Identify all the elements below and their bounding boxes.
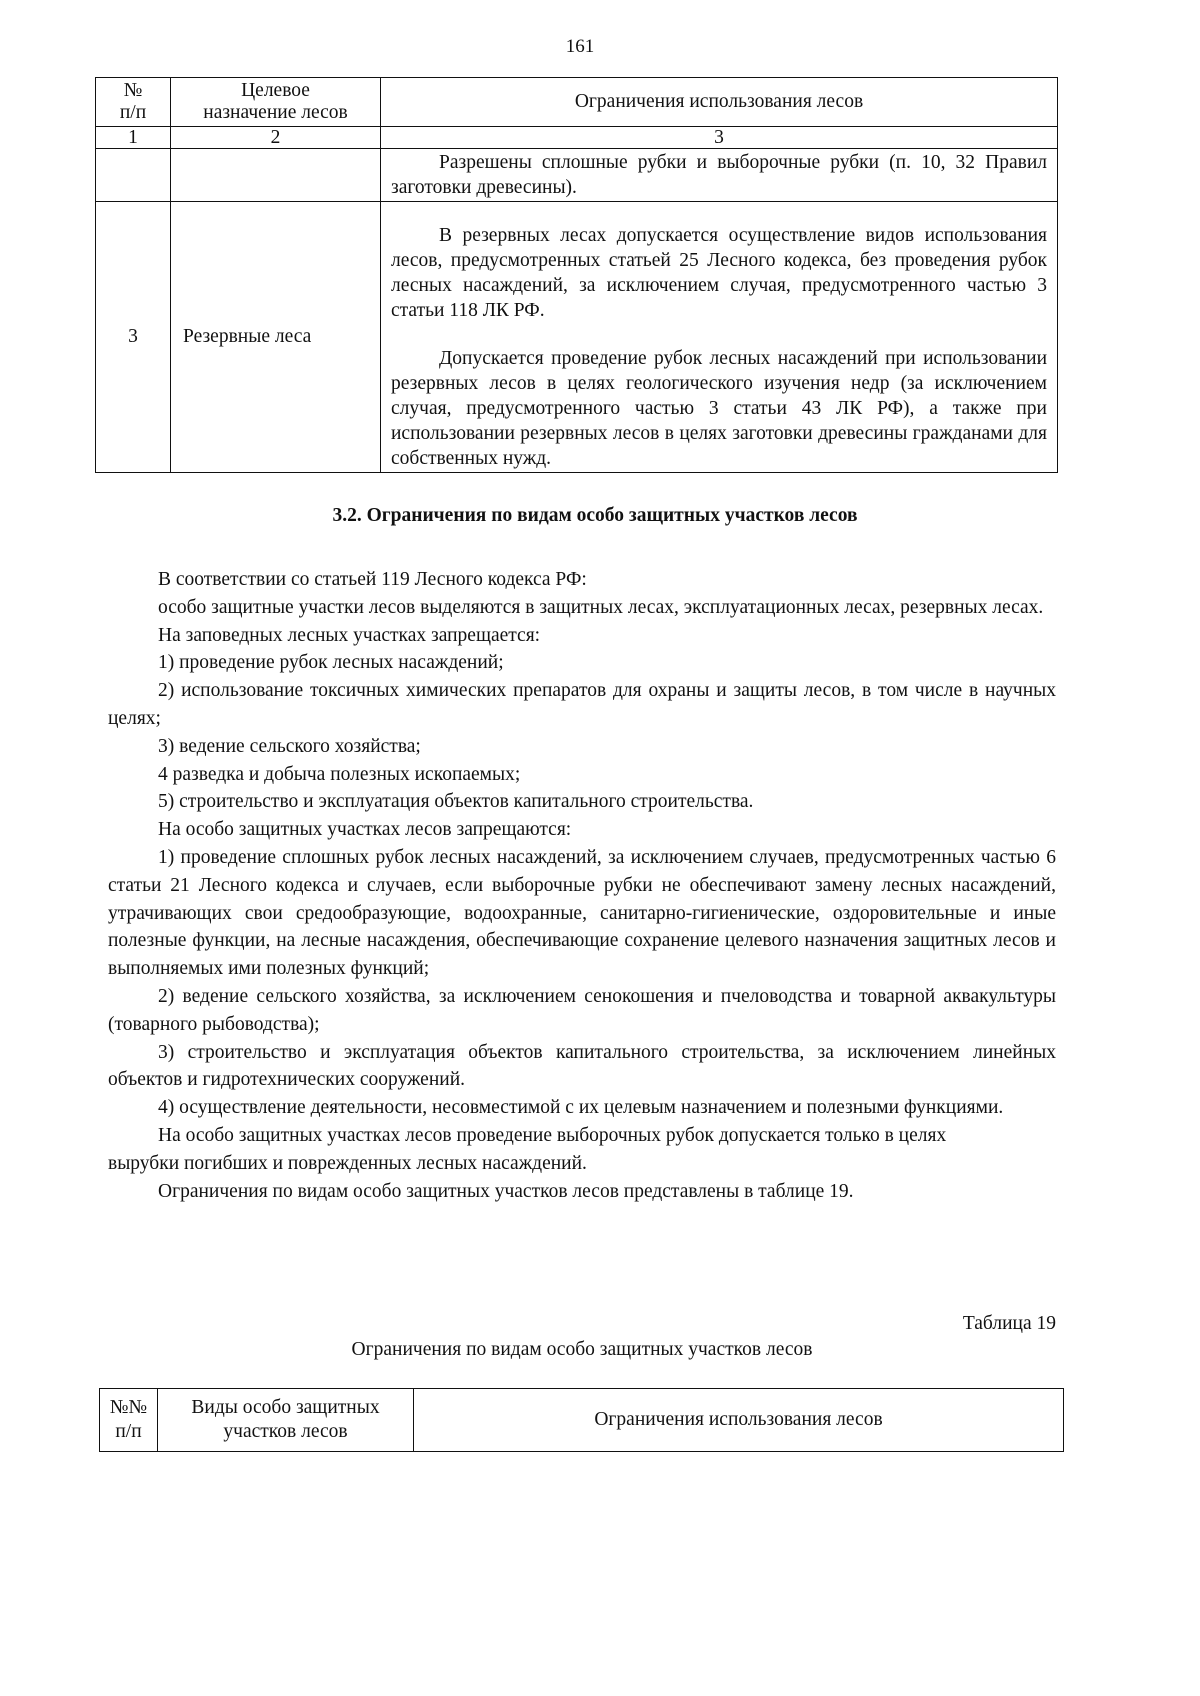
body-text: [108, 566, 1056, 1205]
row-restrictions: [381, 149, 1058, 202]
paragraph: 1) проведение сплошных рубок лесных насаждений, за исключением случаев, предусмотренных частью 6 статьи 21 Лесного кодекса и случаев, если выборочные рубки не обеспечивают замену лесных насаждений, утрачивающих свои средообразующие, водоохранные, санитарно-гигиенические, оздоровительные и иные полезные функции, на лесные насаждения, обеспечивающие сохранение целевого назначения защитных лесов и выполняемых ими полезных функций;: [108, 846, 1056, 980]
paragraph: 3) ведение сельского хозяйства;: [158, 735, 421, 757]
column-number-row: [96, 127, 1058, 149]
column-number: 3: [381, 127, 1058, 149]
restriction-paragraph: В резервных лесах допускается осуществление видов использования лесов, предусмотренных статьей 25 Лесного кодекса, без проведения рубок лесных насаждений, за исключением случая, предусмотренного частью 3 статьи 118 ЛК РФ.: [391, 225, 1047, 321]
table-row: [96, 202, 1058, 473]
paragraph: 3) строительство и эксплуатация объектов капитального строительства, за исключением линейных объектов и гидротехнических сооружений.: [108, 1041, 1056, 1091]
header-line: назначение лесов: [203, 102, 348, 123]
header-cell-area-type: [158, 1389, 414, 1452]
header-line: Виды особо защитных: [191, 1397, 380, 1418]
row-number: [96, 149, 171, 202]
paragraph: Ограничения по видам особо защитных участков лесов представлены в таблице 19.: [158, 1180, 854, 1202]
paragraph: На особо защитных участках лесов запрещаются:: [158, 819, 572, 841]
forest-purpose-restrictions-table: [95, 77, 1058, 473]
paragraph: 4) осуществление деятельности, несовместимой с их целевым назначением и полезными функциями.: [158, 1097, 1004, 1119]
paragraph: В соответствии со статьей 119 Лесного кодекса РФ:: [158, 569, 587, 590]
paragraph: 2) ведение сельского хозяйства, за исключением сенокошения и пчеловодства и товарной аквакультуры (товарного рыбоводства);: [108, 985, 1056, 1035]
column-number: 1: [96, 127, 171, 149]
header-line: п/п: [115, 1421, 142, 1442]
header-line: №: [123, 80, 143, 101]
paragraph: 5) строительство и эксплуатация объектов капитального строительства.: [158, 791, 754, 813]
row-restrictions: [381, 202, 1058, 473]
table-header-row: [100, 1389, 1064, 1452]
table-caption: Ограничения по видам особо защитных участков лесов: [351, 1339, 813, 1360]
restriction-paragraph: Разрешены сплошные рубки и выборочные рубки (п. 10, 32 Правил заготовки древесины).: [391, 152, 1047, 198]
paragraph: 1) проведение рубок лесных насаждений;: [158, 652, 504, 674]
header-line: Ограничения использования лесов: [574, 91, 864, 112]
header-cell-restrictions: [414, 1389, 1064, 1452]
page-number: 161: [565, 36, 595, 57]
header-line: Ограничения использования лесов: [594, 1409, 883, 1430]
table-header-row: [96, 78, 1058, 127]
row-number: 3: [96, 202, 171, 473]
header-line: участков лесов: [223, 1421, 348, 1442]
header-line: Целевое: [241, 80, 310, 101]
header-line: №№: [109, 1397, 148, 1418]
paragraph: особо защитные участки лесов выделяются в защитных лесах, эксплуатационных лесах, резервных лесах.: [158, 596, 1044, 618]
row-purpose: Резервные леса: [171, 202, 381, 473]
restriction-paragraph: Допускается проведение рубок лесных насаждений при использовании резервных лесов в целях геологического изучения недр (за исключением случая, предусмотренного частью 3 статьи 43 ЛК РФ), а также при использовании резервных лесов в целях заготовки древесины гражданами для собственных нужд.: [391, 348, 1047, 469]
paragraph: На особо защитных участках лесов проведение выборочных рубок допускается только в целях вырубки погибших и поврежденных лесных насаждений.: [108, 1124, 947, 1174]
paragraph: 2) использование токсичных химических препаратов для охраны и защиты лесов, в том числе в научных целях;: [108, 680, 1056, 729]
section-title: 3.2. Ограничения по видам особо защитных участков лесов: [332, 505, 858, 526]
header-line: п/п: [119, 102, 147, 123]
protective-areas-restrictions-table: [99, 1388, 1064, 1452]
header-cell-purpose: [171, 78, 381, 127]
table-row: [96, 149, 1058, 202]
column-number: 2: [171, 127, 381, 149]
header-cell-number: [96, 78, 171, 127]
paragraph: 4 разведка и добыча полезных ископаемых;: [158, 763, 521, 785]
row-purpose: [171, 149, 381, 202]
header-cell-number: [100, 1389, 158, 1452]
table-label: Таблица 19: [962, 1313, 1056, 1334]
header-cell-restrictions: [381, 78, 1058, 127]
paragraph: На заповедных лесных участках запрещается:: [158, 624, 541, 646]
